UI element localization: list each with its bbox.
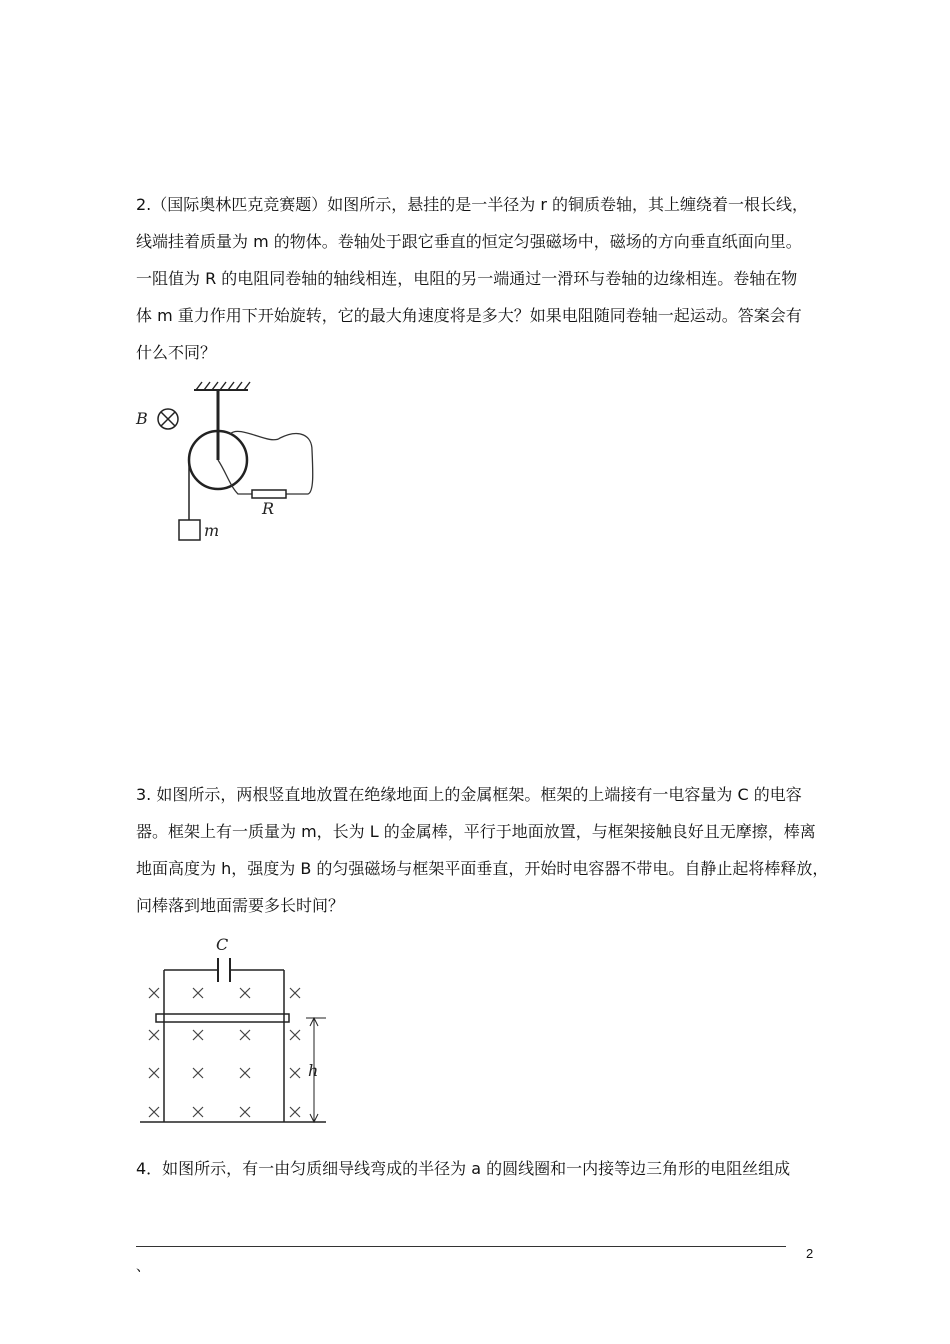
frame-diagram (136, 930, 346, 1130)
label-b: B (136, 409, 148, 428)
q2-line-2: 线端挂着质量为 m 的物体。卷轴处于跟它垂直的恒定匀强磁场中，磁场的方向垂直纸面向里。 (136, 232, 802, 251)
footer-rule (136, 1246, 786, 1247)
question-4 (136, 1150, 826, 1187)
q3-line-1: 3. 如图所示，两根竖直地放置在绝缘地面上的金属框架。框架的上端接有一电容量为 C 的电容 (136, 785, 802, 804)
outer-wire (230, 431, 313, 494)
q2-line-4: 体 m 重力作用下开始旋转，它的最大角速度将是多大？如果电阻随同卷轴一起运动。答案会有 (136, 306, 802, 325)
q3-figure (136, 930, 346, 1130)
b-field-into-page-icon (158, 409, 178, 429)
ceiling-hatch (196, 382, 250, 390)
q2-figure (130, 376, 330, 548)
page-number: 2 (806, 1246, 814, 1261)
question-2 (136, 186, 826, 371)
label-m: m (204, 521, 220, 540)
metal-rod (156, 1014, 289, 1022)
question-3 (136, 776, 829, 924)
q2-line-3: 一阻值为 R 的电阻同卷轴的轴线相连，电阻的另一端通过一滑环与卷轴的边缘相连。卷轴在物 (136, 269, 798, 288)
label-r: R (262, 499, 275, 518)
label-c: C (216, 935, 229, 954)
q4-line-1: 4．如图所示，有一由匀质细导线弯成的半径为 a 的圆线圈和一内接等边三角形的电阻丝组成 (136, 1159, 791, 1178)
label-h: h (308, 1061, 319, 1080)
magnetic-field-crosses (149, 988, 300, 1117)
spool-diagram (130, 376, 330, 548)
footer-mark: 、 (136, 1259, 150, 1275)
mass-block (179, 520, 200, 540)
resistor (252, 490, 286, 498)
q2-line-5: 什么不同？ (136, 343, 217, 362)
q2-line-1: 2.（国际奥林匹克竞赛题）如图所示，悬挂的是一半径为 r 的铜质卷轴，其上缠绕着一根长线， (136, 195, 809, 214)
q3-line-3: 地面高度为 h，强度为 B 的匀强磁场与框架平面垂直，开始时电容器不带电。自静止起将棒释放， (136, 859, 829, 878)
q3-line-4: 问棒落到地面需要多长时间？ (136, 896, 345, 915)
q3-line-2: 器。框架上有一质量为 m，长为 L 的金属棒，平行于地面放置，与框架接触良好且无摩擦，棒离 (136, 822, 816, 841)
